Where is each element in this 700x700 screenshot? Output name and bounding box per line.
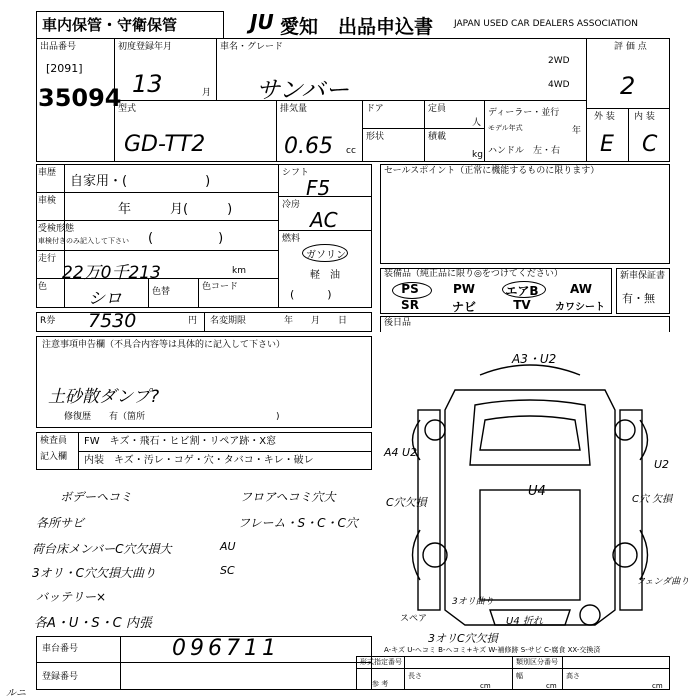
displacement-label: 排気量 bbox=[280, 104, 308, 114]
page-corner-mark: ルニ bbox=[6, 688, 26, 699]
type-label: 形式指定番号 bbox=[360, 658, 402, 666]
equip-airbag: エアB bbox=[505, 284, 539, 298]
fuel-other: ( ) bbox=[290, 288, 332, 301]
first-reg-label: 初度登録年月 bbox=[118, 42, 173, 52]
diagram-legend: A-キズ U-ヘコミ B-ヘコミ+キズ W-補修跡 S-サビ C-腐食 XX-交換済 bbox=[384, 646, 601, 654]
equipment-label: 装備品（純正品に限り◎をつけてください） bbox=[384, 269, 563, 279]
drive-2wd: 2WD bbox=[548, 56, 570, 66]
mileage-unit: km bbox=[232, 266, 246, 276]
ac-value: AC bbox=[310, 208, 338, 232]
note-body-dent: ボデーヘコミ bbox=[60, 490, 133, 504]
chassis-value: 096711 bbox=[172, 636, 280, 661]
brand-region: 愛知 bbox=[280, 16, 319, 38]
car-name: サンバー bbox=[256, 76, 350, 104]
association-name: JAPAN USED CAR DEALERS ASSOCIATION bbox=[454, 19, 638, 29]
exterior-label: 外 装 bbox=[594, 112, 615, 122]
diagram-cab bbox=[470, 400, 590, 465]
diagram-wheel-rr bbox=[640, 530, 648, 580]
class-label: 類別区分番号 bbox=[516, 658, 558, 666]
rating-label: 評 価 点 bbox=[614, 42, 647, 52]
shift-value: F5 bbox=[306, 176, 331, 200]
form-title: 出品申込書 bbox=[338, 16, 434, 38]
doors-label: ドア bbox=[366, 104, 384, 114]
note-frame: フレーム・S・C・C穴 bbox=[238, 516, 358, 530]
diagram-body-outline bbox=[445, 390, 615, 625]
lot-label: 出品番号 bbox=[40, 42, 77, 52]
post-date-frame bbox=[380, 316, 670, 332]
ju-logo: JU bbox=[250, 10, 274, 34]
warranty-value: 有・無 bbox=[622, 292, 655, 305]
color-value: シロ bbox=[88, 289, 122, 309]
repair-close: ) bbox=[276, 412, 280, 422]
rating-value: 2 bbox=[620, 72, 636, 100]
fuel-gas: ガソリン bbox=[306, 250, 346, 261]
color-change-label: 色替 bbox=[152, 287, 171, 297]
equip-navi: ナビ bbox=[451, 300, 476, 314]
name-change-label: 名変期限 bbox=[210, 316, 247, 326]
inspector-label: 検査員 bbox=[40, 436, 68, 446]
diagram-top-label: A3・U2 bbox=[512, 352, 557, 366]
load-label: 積載 bbox=[428, 132, 447, 142]
diag-note-u2: U2 bbox=[654, 458, 670, 471]
lot-bracket: [2091] bbox=[46, 62, 83, 75]
height-label: 高さ bbox=[566, 672, 580, 680]
approval-note: 車検付きのみ記入して下さい bbox=[38, 237, 129, 245]
diag-note-gate-c: 3オリC穴欠損 bbox=[428, 632, 498, 645]
shape-label: 形状 bbox=[366, 132, 385, 142]
inspection-value: 年 月( ) bbox=[118, 202, 233, 217]
lot-number: 35094 bbox=[38, 84, 122, 112]
notes-label: 注意事項申告欄（不具合内容等は具体的に記入して下さい） bbox=[42, 340, 286, 350]
diagram-bed bbox=[480, 490, 580, 600]
model-label: 型式 bbox=[118, 104, 137, 114]
equip-ps-circle bbox=[392, 282, 432, 299]
model-year-label: モデル年式 bbox=[488, 124, 523, 132]
name-change-value: 年 月 日 bbox=[284, 316, 348, 326]
equip-ps: PS bbox=[401, 282, 419, 296]
inspector-entry-label: 記入欄 bbox=[40, 452, 68, 462]
capacity-label: 定員 bbox=[428, 104, 447, 114]
diag-note-gate-bent: 3オリ曲り bbox=[452, 597, 494, 607]
first-reg-value: 13 bbox=[132, 70, 163, 98]
diag-note-fender: フェンダ曲り bbox=[636, 577, 690, 587]
model-value: GD-TT2 bbox=[124, 132, 206, 157]
equip-aw: AW bbox=[570, 282, 592, 296]
width-unit: cm bbox=[546, 682, 557, 690]
r-coupon-value: 7530 bbox=[88, 310, 137, 332]
equip-airbag-circle bbox=[502, 281, 546, 298]
inspector-interior-row: 内装 キズ・汚レ・コゲ・穴・タバコ・キレ・破レ bbox=[84, 455, 314, 466]
sales-point-frame bbox=[380, 164, 670, 264]
repair-label: 修復歴 有（箇所 bbox=[64, 412, 146, 422]
month-suffix: 月 bbox=[202, 88, 212, 98]
note-battery: バッテリー× bbox=[36, 590, 107, 604]
r-coupon-label: R券 bbox=[40, 316, 56, 326]
history-label: 車歴 bbox=[38, 168, 57, 178]
shift-label: シフト bbox=[282, 168, 310, 178]
exterior-grade: E bbox=[600, 132, 614, 157]
import-label: ディーラー・並行 bbox=[488, 108, 560, 118]
sales-point-label: セールスポイント（正常に機能するものに限ります） bbox=[384, 166, 600, 176]
note-interior: 各A・U・S・C 内張 bbox=[34, 616, 152, 631]
drive-4wd: 4WD bbox=[548, 80, 570, 90]
capacity-unit: 人 bbox=[472, 118, 482, 128]
diag-note-u4: U4 bbox=[528, 484, 546, 499]
diagram-wheel-rl bbox=[413, 530, 421, 580]
post-date-label: 後日品 bbox=[384, 318, 412, 328]
diagram-windshield bbox=[480, 416, 580, 450]
diagram-wheel-circle-rl bbox=[423, 543, 447, 567]
storage-label: 車内保管・守衛保管 bbox=[42, 16, 178, 34]
diagram-wheel-circle-rr bbox=[613, 543, 637, 567]
diagram-spare-circle bbox=[580, 605, 600, 625]
interior-grade: C bbox=[642, 132, 658, 157]
diag-note-u4-bent: U4 折れ bbox=[506, 616, 543, 627]
approval-bracket: ( ) bbox=[148, 231, 224, 246]
displacement-value: 0.65 bbox=[284, 134, 333, 159]
note-floor-dent: フロアヘコミ穴大 bbox=[240, 490, 336, 504]
ref-label: 参 考 bbox=[372, 680, 389, 688]
note-gate: 3オリ・C穴欠損大曲り bbox=[32, 566, 157, 580]
width-label: 幅 bbox=[516, 672, 523, 680]
note-bed-member: 荷台床メンバーC穴欠損大 bbox=[32, 542, 172, 556]
note-rust: 各所サビ bbox=[36, 516, 85, 530]
fuel-diesel: 軽 油 bbox=[310, 270, 340, 281]
r-coupon-unit: 円 bbox=[188, 316, 198, 326]
height-unit: cm bbox=[652, 682, 663, 690]
warranty-label: 新車保証書 bbox=[620, 271, 666, 281]
diag-note-c-hole: C穴欠損 bbox=[386, 496, 427, 509]
car-name-label: 車名・グレード bbox=[220, 42, 284, 52]
mileage-label: 走行 bbox=[38, 254, 57, 264]
handle-label: ハンドル 左・右 bbox=[488, 146, 561, 156]
equip-sr: SR bbox=[401, 298, 419, 312]
mileage-value: 22万0千213 bbox=[62, 263, 161, 283]
reg-label: 登録番号 bbox=[42, 672, 79, 682]
diag-note-a4u2: A4 U2 bbox=[384, 446, 418, 459]
equip-tv: TV bbox=[513, 298, 531, 312]
diag-spare-label: スペア bbox=[400, 614, 428, 624]
load-unit: kg bbox=[472, 150, 483, 160]
interior-label: 内 装 bbox=[634, 112, 655, 122]
displacement-unit: cc bbox=[346, 146, 356, 156]
diagram-wheel-fr bbox=[640, 420, 648, 460]
model-year-unit: 年 bbox=[572, 126, 582, 136]
length-unit: cm bbox=[480, 682, 491, 690]
inspection-label: 車検 bbox=[38, 196, 57, 206]
equip-leather-seat: カワシート bbox=[555, 302, 605, 313]
history-value: 自家用・( ) bbox=[70, 174, 211, 189]
note-sc: SC bbox=[220, 564, 235, 577]
equip-pw: PW bbox=[452, 282, 476, 296]
fuel-label: 燃料 bbox=[282, 234, 301, 244]
diagram-mirror-left bbox=[425, 420, 445, 440]
notes-handwritten: 土砂散ダンプ? bbox=[48, 387, 160, 407]
diagram-mirror-right bbox=[615, 420, 635, 440]
approval-label: 受検形態 bbox=[38, 224, 75, 234]
ac-label: 冷房 bbox=[282, 200, 301, 210]
diag-note-c-hole-right: C穴 欠損 bbox=[632, 494, 673, 505]
note-au: AU bbox=[220, 540, 236, 553]
inspector-fw-row: FW キズ・飛石・ヒビ割・リペア跡・X窓 bbox=[84, 436, 277, 447]
color-label: 色 bbox=[38, 282, 48, 292]
length-label: 長さ bbox=[408, 672, 422, 680]
chassis-label: 車台番号 bbox=[42, 644, 79, 654]
color-code-label: 色コード bbox=[202, 282, 239, 292]
